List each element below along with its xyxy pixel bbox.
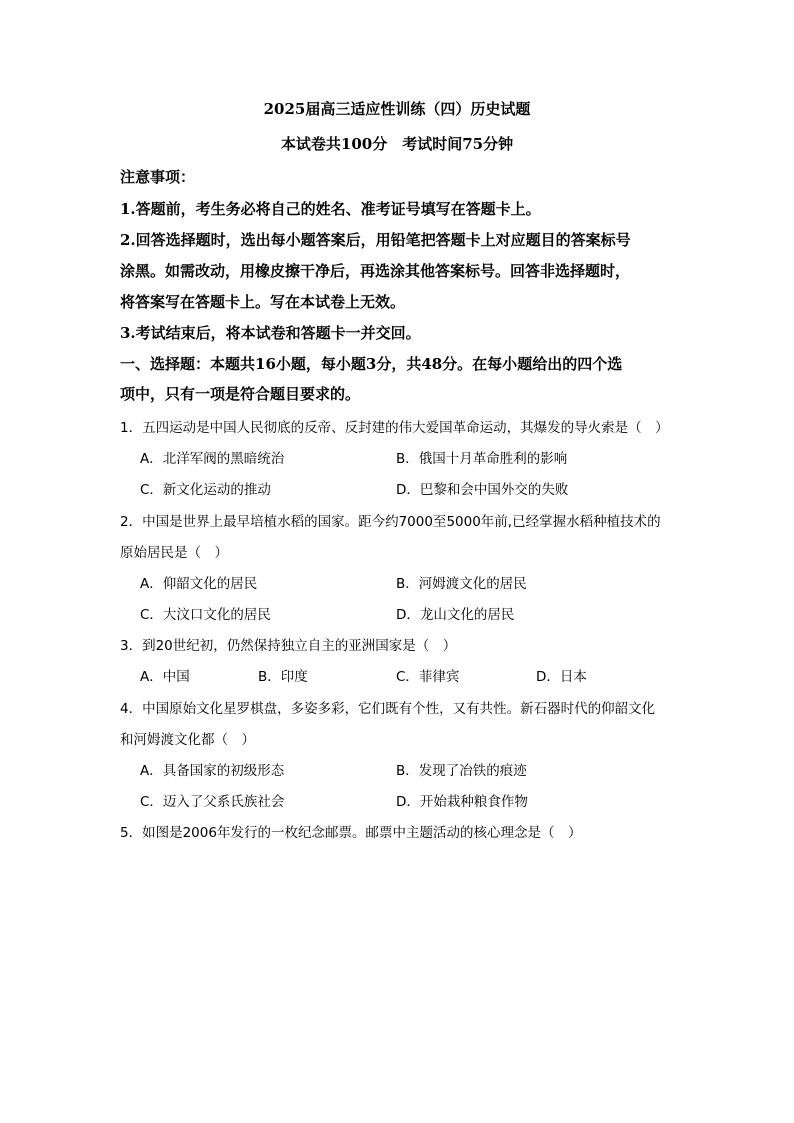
note-line-2: 2.回答选择题时，选出每小题答案后，用铅笔把答题卡上对应题目的答案标号 [120,231,631,249]
section-line-1: 一、选择题：本题共16小题，每小题3分，共48分。在每小题给出的四个选 [120,355,623,373]
option-a: A．中国 [140,669,190,685]
option-c: C．菲律宾 [396,669,460,685]
option-d: D．巴黎和会中国外交的失败 [396,482,569,498]
note-line-5: 3.考试结束后，将本试卷和答题卡一并交回。 [120,324,421,342]
question-stem: 2．中国是世界上最早培植水稻的国家。距今约7000至5000年前,已经掌握水稻种植技术的 [120,514,661,530]
option-b: B．俄国十月革命胜利的影响 [396,451,568,467]
option-b: B．河姆渡文化的居民 [396,576,527,592]
question-stem: 3．到20世纪初，仍然保持独立自主的亚洲国家是（ ） [120,638,457,654]
option-b: B．印度 [258,669,308,685]
question-stem: 5．如图是2006年发行的一枚纪念邮票。邮票中主题活动的核心理念是（ ） [120,825,582,841]
option-a: A．仰韶文化的居民 [140,576,258,592]
note-line-3: 涂黑。如需改动，用橡皮擦干净后，再选涂其他答案标号。回答非选择题时， [120,262,631,280]
section-line-2: 项中，只有一项是符合题目要求的。 [120,385,361,403]
question-stem: 4．中国原始文化星罗棋盘，多姿多彩，它们既有个性，又有共性。新石器时代的仰韶文化 [120,701,656,717]
option-c: C．新文化运动的推动 [140,482,271,498]
option-d: D．日本 [536,669,587,685]
option-b: B．发现了冶铁的痕迹 [396,763,527,779]
option-d: D．龙山文化的居民 [396,607,515,623]
option-c: C．迈入了父系氏族社会 [140,794,285,810]
note-line-1: 1.答题前，考生务必将自己的姓名、准考证号填写在答题卡上。 [120,200,541,218]
exam-subtitle: 本试卷共100分 考试时间75分钟 [280,135,514,153]
option-c: C．大汶口文化的居民 [140,607,271,623]
notes-heading: 注意事项： [120,168,196,186]
option-a: A．北洋军阀的黑暗统治 [140,451,285,467]
question-stem: 1．五四运动是中国人民彻底的反帝、反封建的伟大爱国革命运动，其爆发的导火索是（ ） [120,420,669,436]
question-stem-cont: 原始居民是（ ） [120,545,228,561]
option-a: A．具备国家的初级形态 [140,763,285,779]
option-d: D．开始栽种粮食作物 [396,794,528,810]
question-stem-cont: 和河姆渡文化都（ ） [120,732,255,748]
exam-title: 2025届高三适应性训练（四）历史试题 [263,100,531,118]
note-line-4: 将答案写在答题卡上。写在本试卷上无效。 [120,293,406,311]
